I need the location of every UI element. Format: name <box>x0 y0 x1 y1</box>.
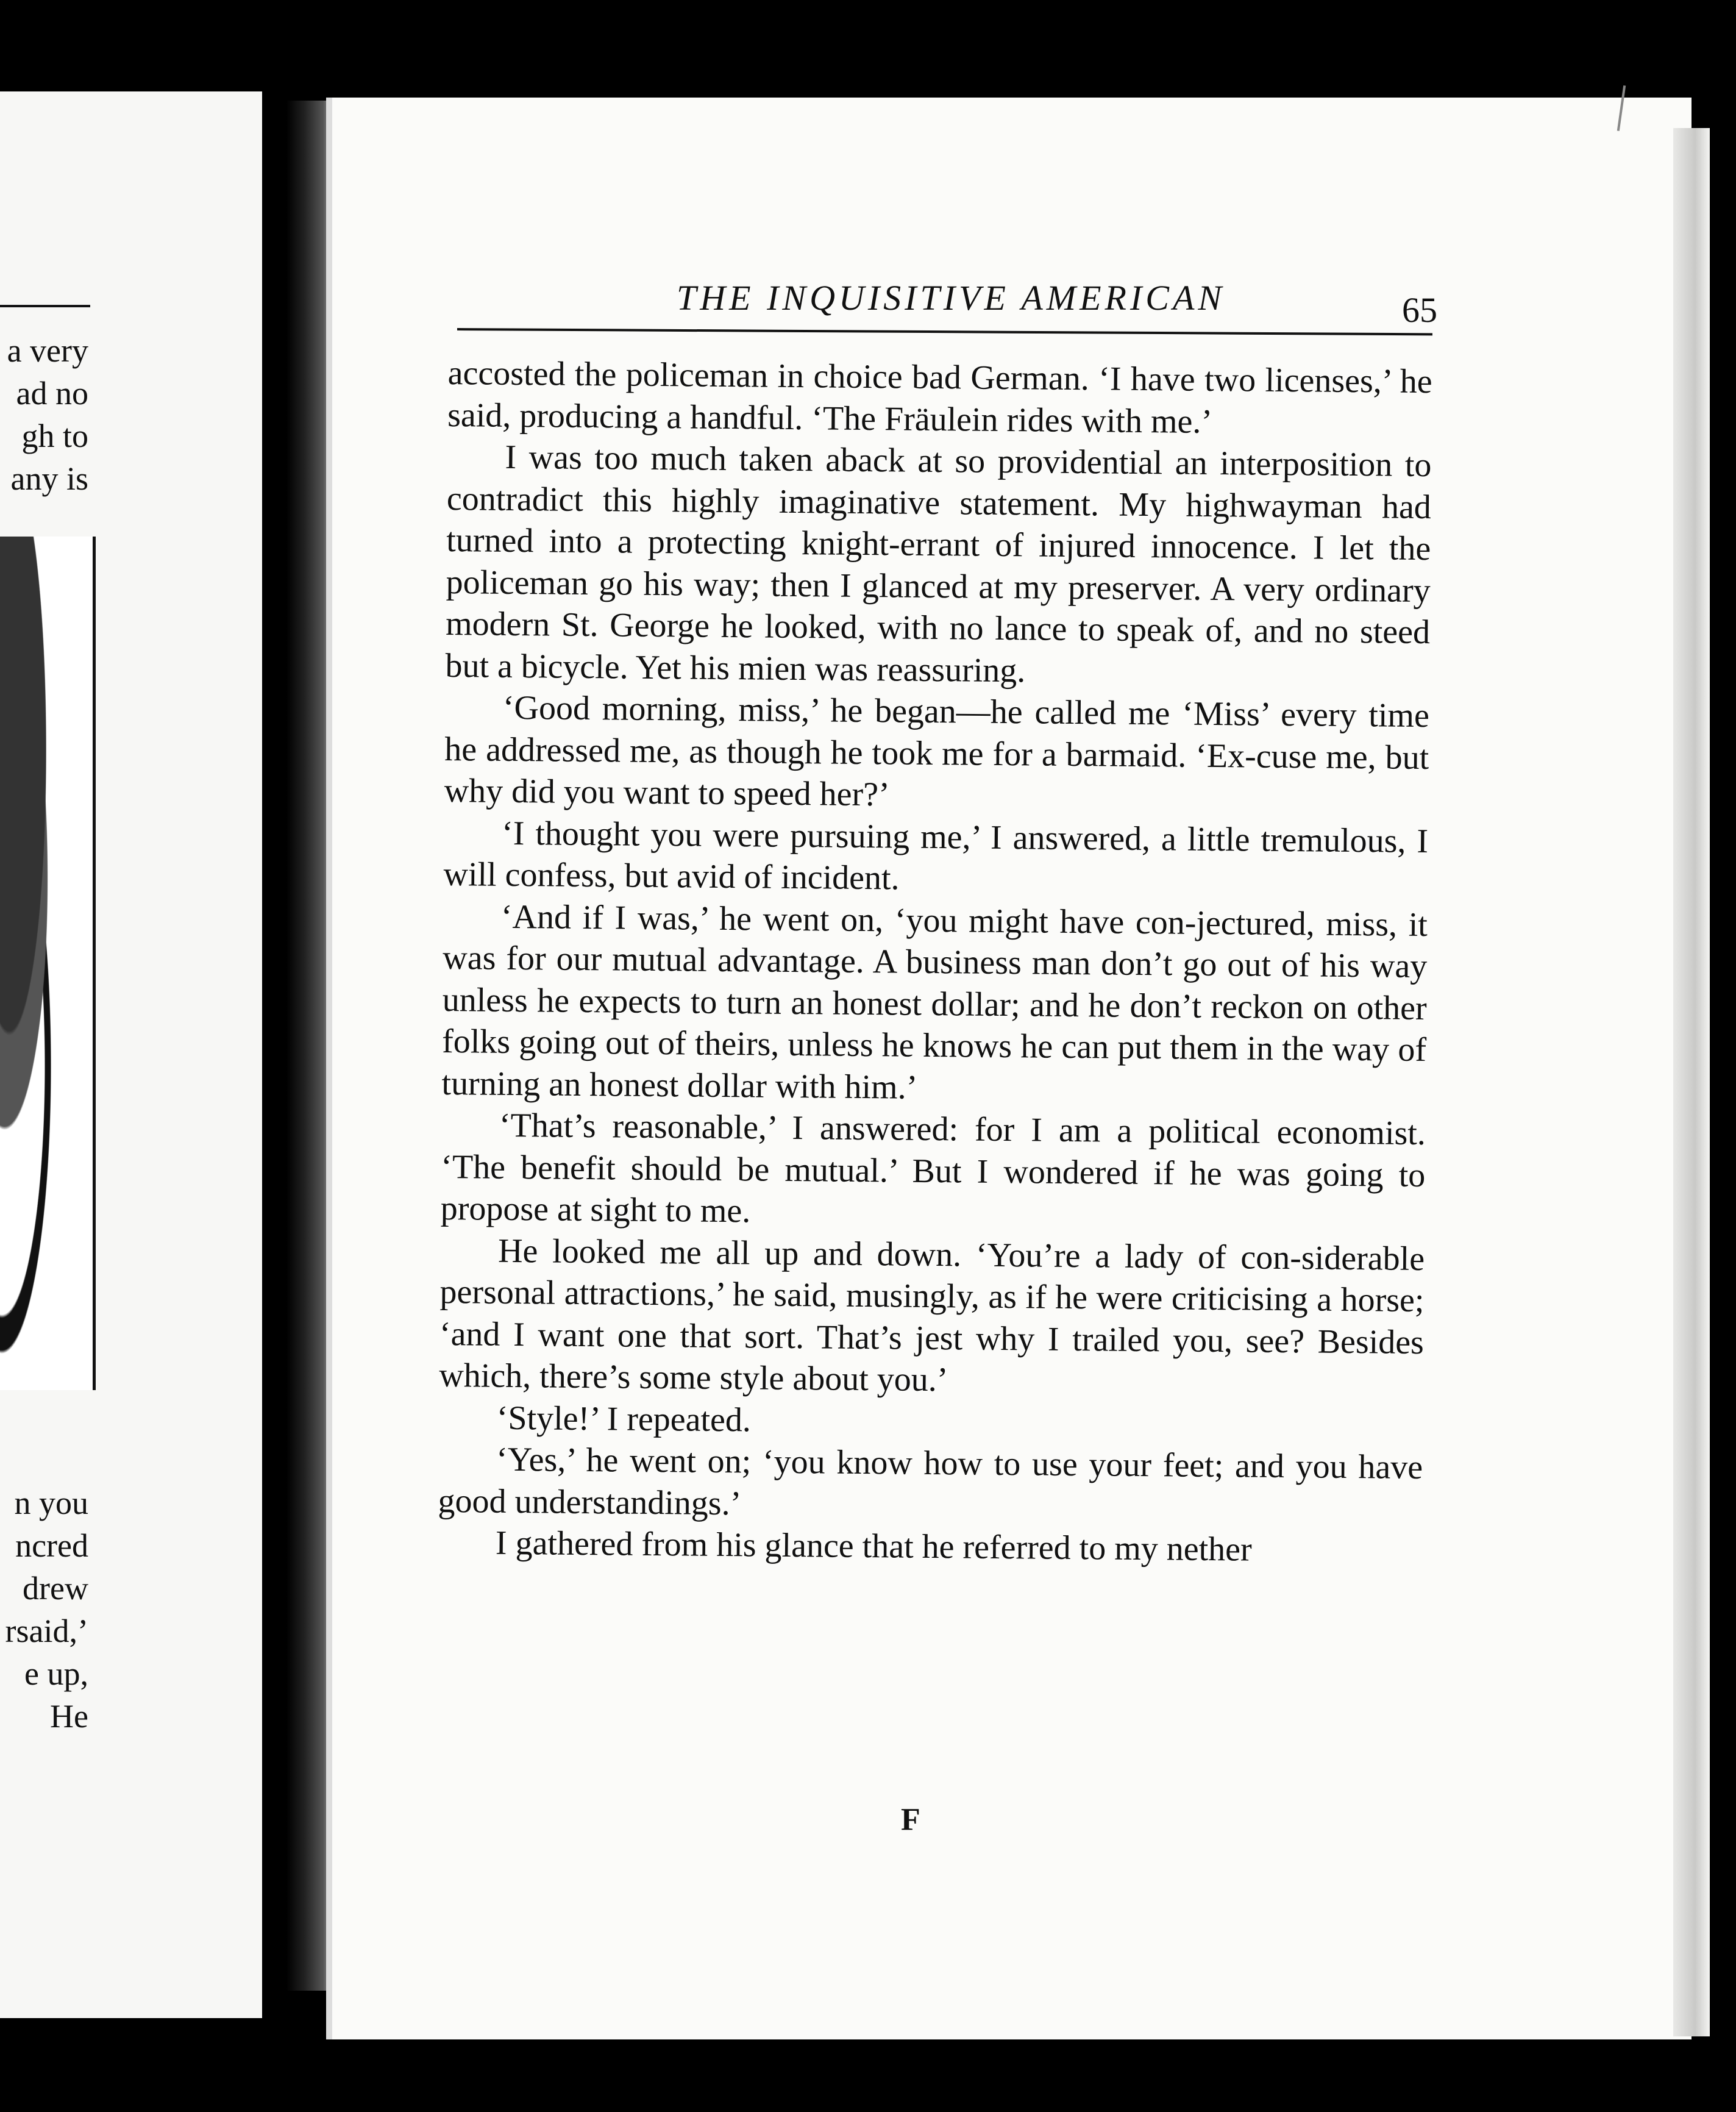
page-number: 65 <box>1402 290 1437 330</box>
left-fragment: ncred <box>15 1527 88 1564</box>
left-fragment: gh to <box>21 418 88 454</box>
left-fragment: a very <box>7 332 88 369</box>
running-title: THE INQUISITIVE AMERICAN <box>677 278 1226 318</box>
left-page-rule <box>0 305 90 307</box>
left-fragment: ad no <box>16 375 88 412</box>
paragraph: ‘I thought you were pursuing me,’ I answered, a little tremulous, I will confess, but avid of incident. <box>443 814 1429 897</box>
paragraph: ‘And if I was,’ he went on, ‘you might have con-jectured, miss, it was for our mutual advantage. A business man don’t go out of his way unless he expects to turn an honest dollar; and he don’t reckon on other folks going out of theirs, unless he knows he can put them in the way of turning an honest dollar with him.’ <box>441 897 1428 1107</box>
paragraph: accosted the policeman in choice bad German. ‘I have two licenses,’ he said, producing a handful. ‘The Fräulein rides with me.’ <box>447 354 1432 441</box>
signature-mark: F <box>901 1802 920 1837</box>
page-edge <box>1673 128 1710 2036</box>
book-gutter <box>286 101 332 1991</box>
left-illustration <box>0 537 96 1390</box>
left-fragment: drew <box>23 1570 88 1607</box>
paragraph: ‘Yes,’ he went on; ‘you know how to use your feet; and you have good understandings.’ <box>438 1440 1423 1522</box>
paragraph: He looked me all up and down. ‘You’re a lady of con-siderable personal attractions,’ he said, musingly, as if he were criticising a horse; ‘and I want one that sort. That’s jest why I trailed you, see? Besides which, there’s some style about you.’ <box>439 1232 1425 1399</box>
left-fragment: any is <box>10 460 88 497</box>
paragraph: I gathered from his glance that he referred to my nether <box>495 1524 1252 1569</box>
paragraph: ‘Style!’ I repeated. <box>496 1399 752 1439</box>
paragraph: ‘That’s reasonable,’ I answered: for I am a political economist. ‘The benefit should be mutual.’ But I wondered if he was going to propose at sight to me. <box>440 1106 1426 1230</box>
paragraph: ‘Good morning, miss,’ he began—he called me ‘Miss’ every time he addressed me, as though he took me for a barmaid. ‘Ex-cuse me, but why did you want to speed her?’ <box>444 688 1430 814</box>
left-fragment: rsaid,’ <box>5 1613 88 1649</box>
left-fragment: He <box>50 1698 88 1735</box>
left-fragment: n you <box>14 1485 88 1521</box>
paragraph: I was too much taken aback at so providential an interposition to contradict this highly imaginative statement. My highwayman had turned into a protecting knight-errant of injured innocence. I let the policeman go his way; then I glanced at my preserver. A very ordinary modern St. George he looked, with no lance to speak of, and no steed but a bicycle. Yet his mien was reassuring. <box>445 438 1432 690</box>
left-facing-page <box>0 91 262 2018</box>
left-fragment: e up, <box>24 1655 88 1692</box>
body-text <box>438 352 1432 1572</box>
